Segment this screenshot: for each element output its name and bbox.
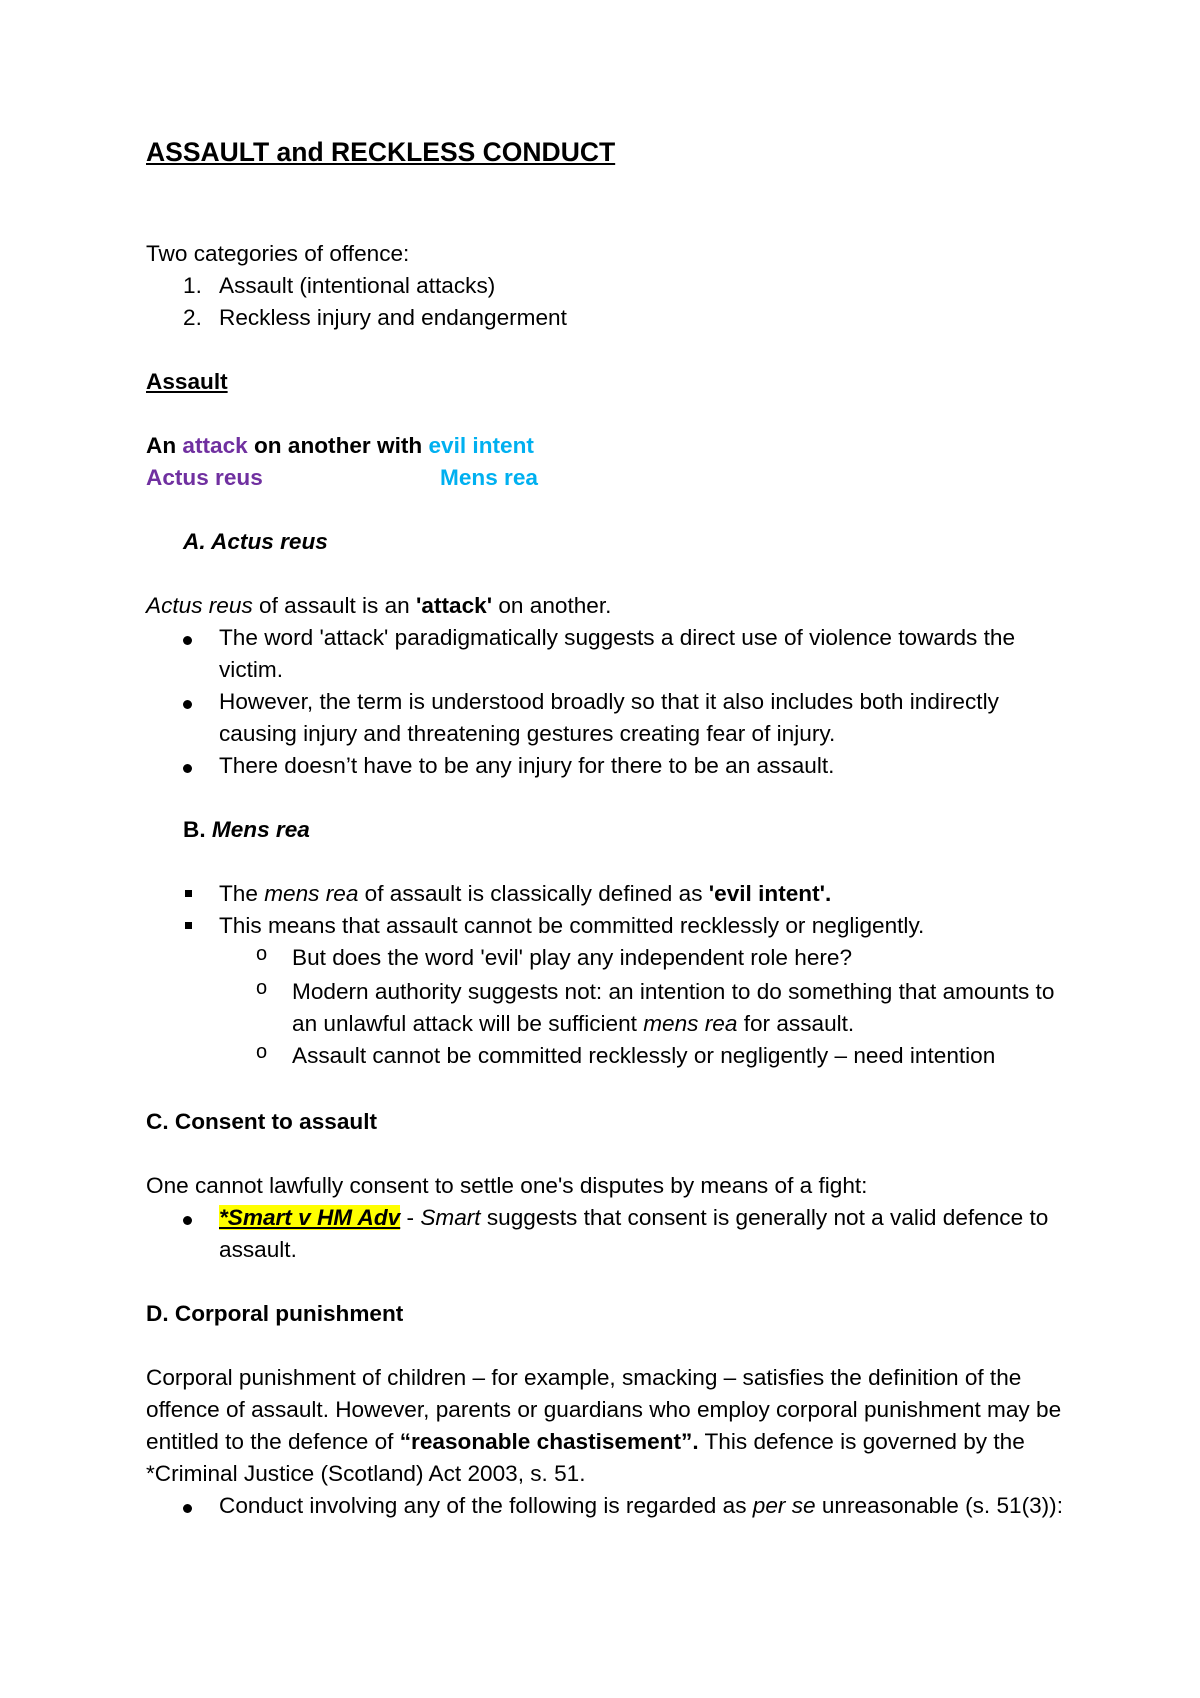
bullet-square-icon <box>185 890 192 897</box>
section-b-sub-3: Assault cannot be committed recklessly or negligently – need intention <box>292 1043 996 1068</box>
bullet-disc-icon <box>183 700 192 709</box>
a-lead-actus: Actus reus <box>146 593 253 618</box>
section-b-heading <box>183 814 310 846</box>
bullet-circle-icon: o <box>256 943 268 965</box>
bullet-disc-icon <box>183 1504 192 1513</box>
def-part-2: on another with <box>247 433 429 458</box>
section-a-heading: A. Actus reus <box>183 529 328 554</box>
intro-lead: Two categories of offence: <box>146 241 410 266</box>
assault-heading: Assault <box>146 369 228 394</box>
d-para-text-1: Corporal punishment of children – for example, smacking – satisfies the definition of the offence of assault. However, parents or guardians who employ corporal punishment may be entitled to the defence of <box>146 1365 1062 1454</box>
bullet-circle-icon: o <box>256 977 268 999</box>
page-title: ASSAULT and RECKLESS CONDUCT <box>146 137 616 167</box>
sub2-mens-rea: mens rea <box>643 1011 738 1036</box>
section-a-bullet-1: The word 'attack' paradigmatically suggests a direct use of violence towards the victim. <box>219 625 1016 682</box>
c-bullet-dash: - <box>400 1205 421 1230</box>
b1-evil-intent: 'evil intent'. <box>708 881 832 906</box>
intro-num-1: 1. <box>183 273 202 298</box>
section-b-bullet-1 <box>219 878 1075 910</box>
b1-text-2: of assault is classically defined as <box>358 881 709 906</box>
section-b-bullet-2: This means that assault cannot be committed recklessly or negligently. <box>219 913 925 938</box>
section-a-bullet-3: There doesn’t have to be any injury for there to be an assault. <box>219 753 835 778</box>
d-bullet-text-1: Conduct involving any of the following is regarded as <box>219 1493 753 1518</box>
intro-num-2: 2. <box>183 305 202 330</box>
c-bullet-text: suggests that consent is generally not a valid defence to assault. <box>219 1205 1049 1262</box>
a-lead-attack: 'attack' <box>416 593 493 618</box>
section-d-heading: D. Corporal punishment <box>146 1301 404 1326</box>
section-d-bullet <box>219 1490 1075 1522</box>
bullet-square-icon <box>185 922 192 929</box>
b-heading-mens-rea: Mens rea <box>211 817 310 842</box>
section-c-lead: One cannot lawfully consent to settle one's disputes by means of a fight: <box>146 1173 868 1198</box>
section-c-heading: C. Consent to assault <box>146 1109 377 1134</box>
def-evil-intent: evil intent <box>428 433 534 458</box>
section-a-lead <box>146 590 611 622</box>
intro-item-2: Reckless injury and endangerment <box>219 305 567 330</box>
section-b-sub-1: But does the word 'evil' play any independent role here? <box>292 945 853 970</box>
b-heading-prefix: B. <box>183 817 212 842</box>
def-attack: attack <box>182 433 248 458</box>
bullet-disc-icon <box>183 1216 192 1225</box>
b1-text-1: The <box>219 881 265 906</box>
bullet-disc-icon <box>183 636 192 645</box>
section-d-paragraph <box>146 1362 1075 1490</box>
sub2-text-1: Modern authority suggests not: an intention to do something that amounts to an unlawful attack will be sufficient <box>292 979 1055 1036</box>
c-bullet-smart: Smart <box>420 1205 481 1230</box>
assault-definition <box>146 430 534 462</box>
intro-item-1: Assault (intentional attacks) <box>219 273 496 298</box>
label-actus-reus: Actus reus <box>146 465 263 490</box>
bullet-disc-icon <box>183 764 192 773</box>
bullet-circle-icon: o <box>256 1041 268 1063</box>
label-mens-rea: Mens rea <box>440 465 538 490</box>
d-para-text-2: This defence is governed by the *Criminal Justice (Scotland) Act 2003, s. 51. <box>146 1429 1025 1486</box>
a-lead-end: on another. <box>492 593 612 618</box>
sub2-text-2: for assault. <box>737 1011 855 1036</box>
b1-mens-rea: mens rea <box>264 881 359 906</box>
section-b-sub-2 <box>292 976 1075 1040</box>
section-a-bullet-2: However, the term is understood broadly so that it also includes both indirectly causing injury and threatening gestures creating fear of injury. <box>219 689 999 746</box>
section-c-bullet <box>219 1202 1075 1266</box>
d-para-reasonable-chastisement: “reasonable chastisement”. <box>399 1429 699 1454</box>
def-part-1: An <box>146 433 183 458</box>
a-lead-text: of assault is an <box>252 593 417 618</box>
d-bullet-text-2: unreasonable (s. 51(3)): <box>815 1493 1063 1518</box>
case-smart-v-hm-adv: *Smart v HM Adv <box>219 1205 401 1230</box>
d-bullet-per-se: per se <box>752 1493 816 1518</box>
